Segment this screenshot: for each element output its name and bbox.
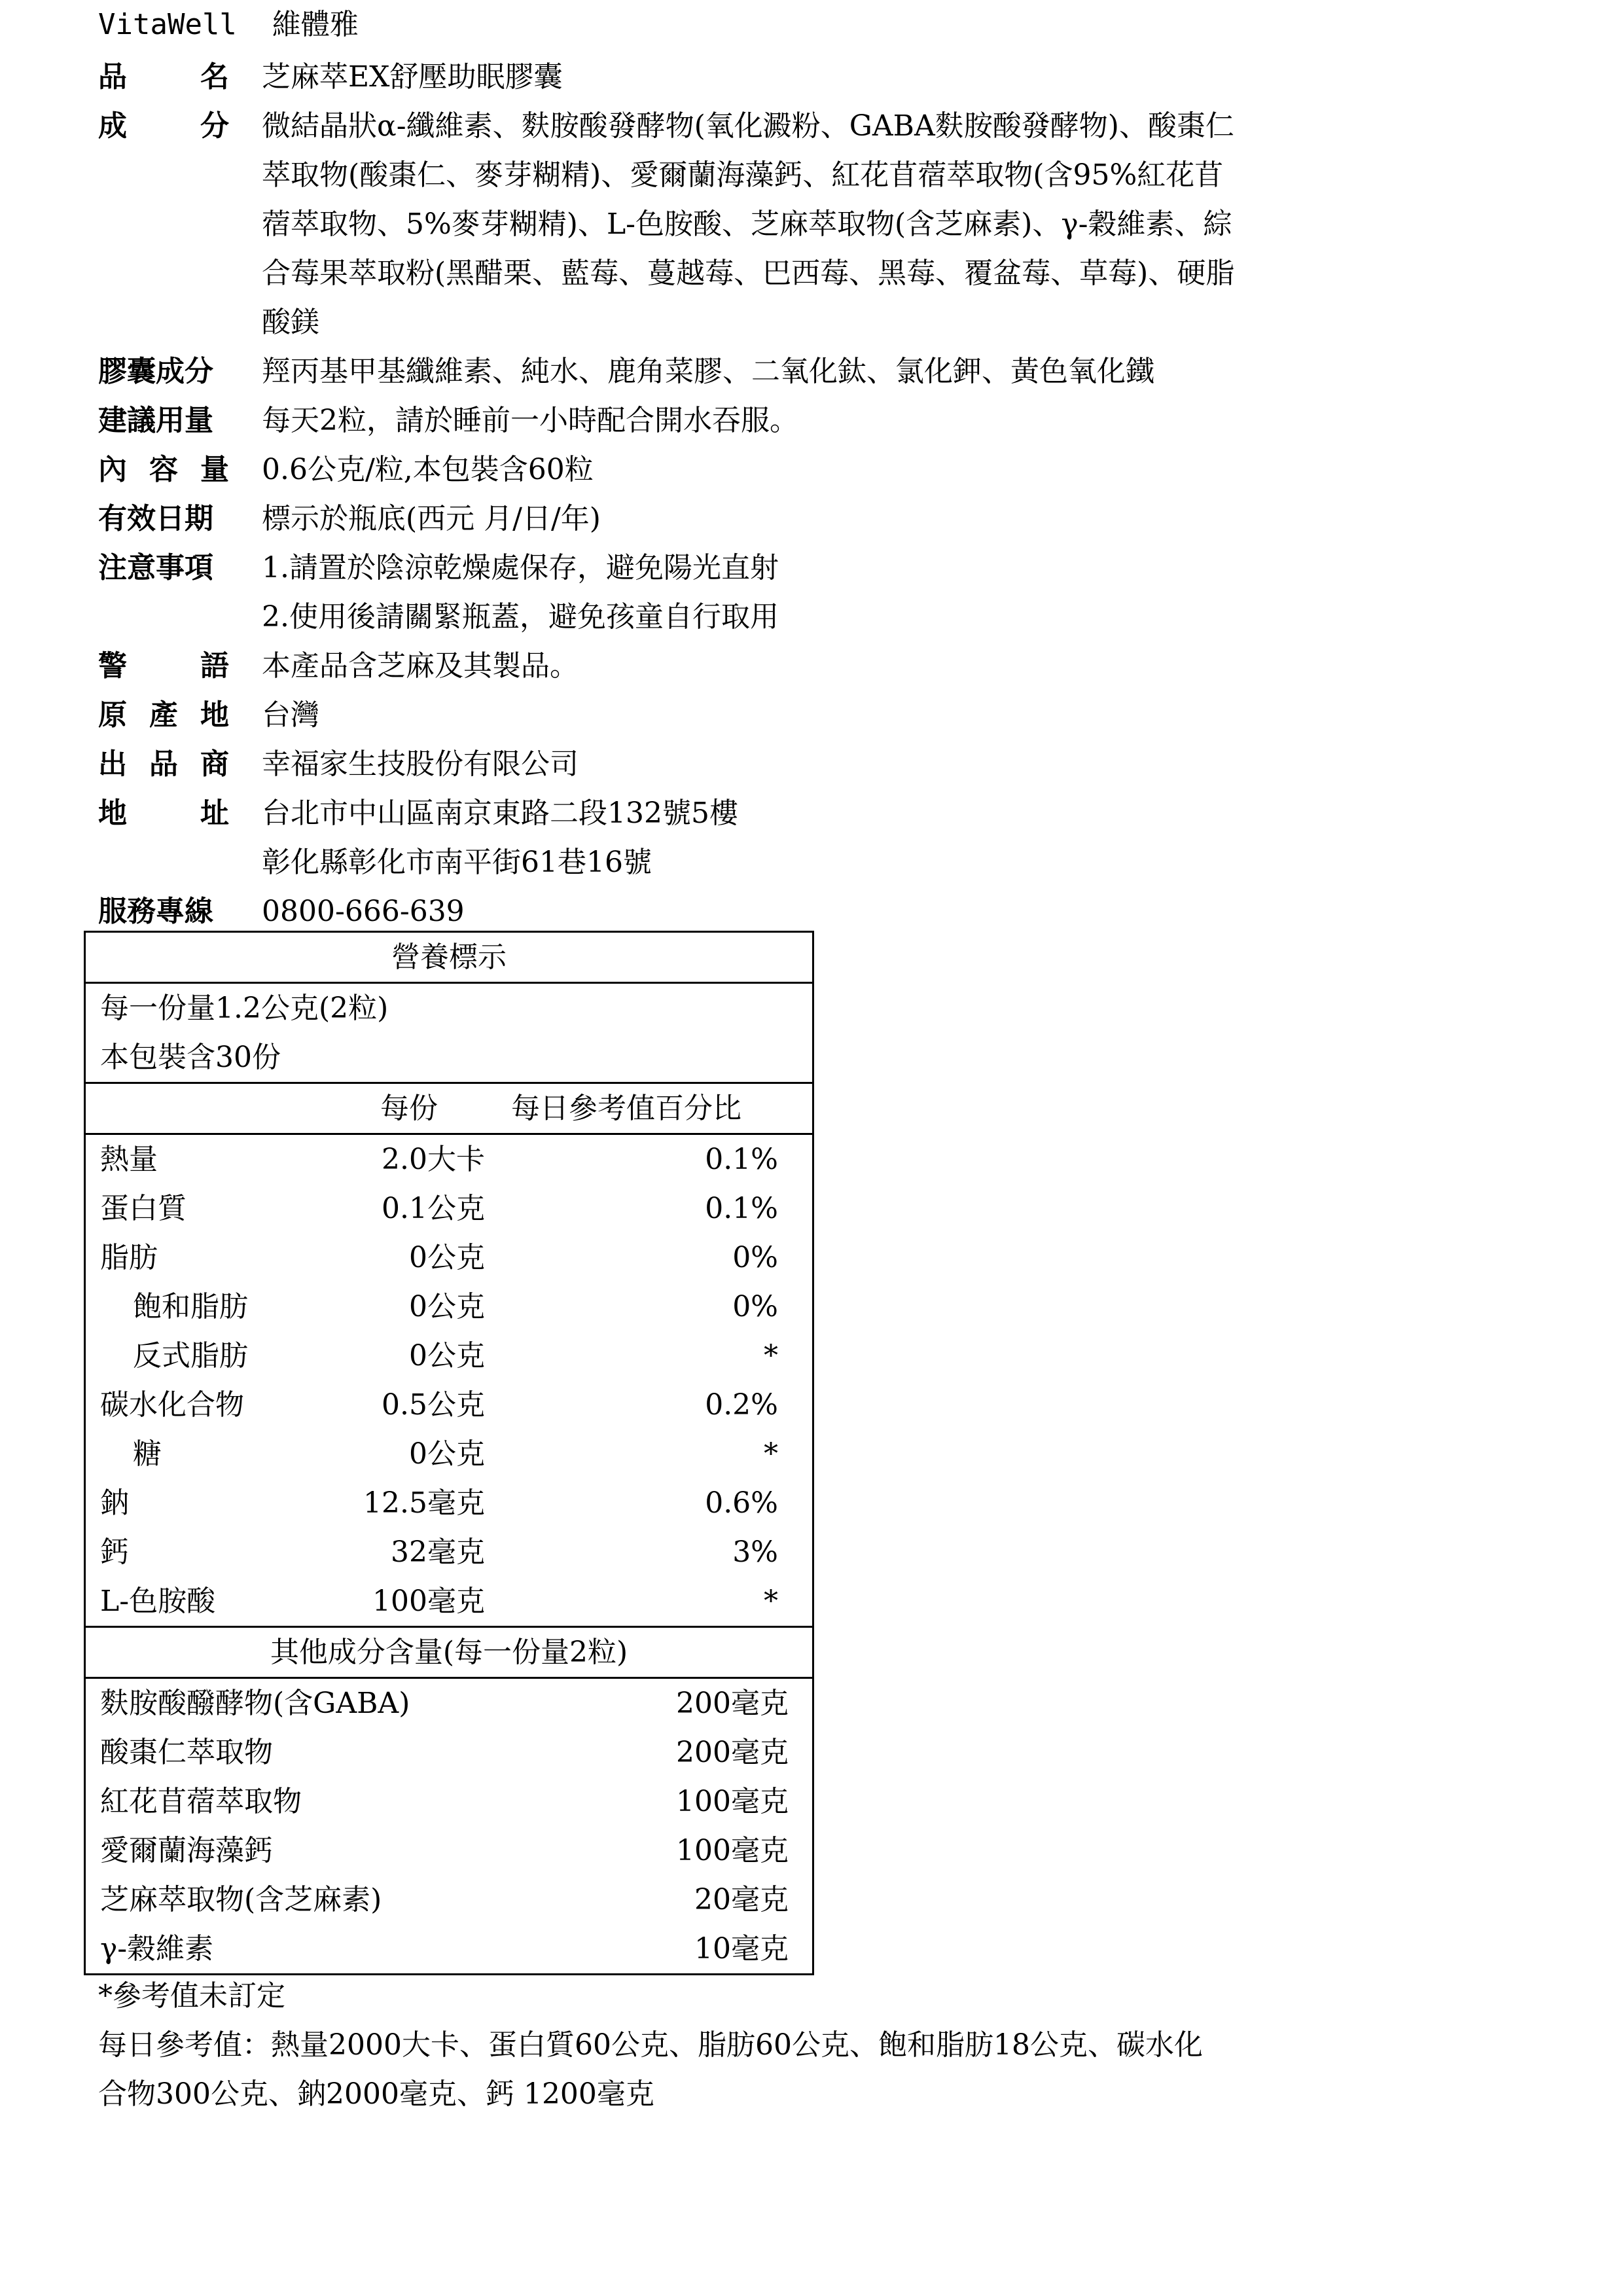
info-label-char: 商 — [200, 747, 229, 781]
info-label — [98, 740, 229, 789]
other-ingredient-row — [86, 1924, 812, 1973]
nutrient-daily-pct: 3% — [732, 1535, 778, 1569]
info-value-line: 蓿萃取物、5%麥芽糊精)、L-色胺酸、芝麻萃取物(含芝麻素)、γ-穀維素、綜 — [262, 207, 1232, 241]
other-ingredient-amount: 100毫克 — [676, 1785, 789, 1818]
info-value — [262, 887, 1479, 936]
other-ingredient-amount: 200毫克 — [676, 1736, 789, 1769]
brand-name-en: VitaWell — [98, 8, 237, 41]
other-ingredient-rows — [86, 1679, 812, 1973]
info-value — [262, 740, 1479, 789]
info-label: 注意事項 — [98, 551, 213, 584]
other-ingredient-row — [86, 1875, 812, 1924]
info-value — [262, 52, 1479, 101]
info-row — [98, 691, 1479, 740]
info-value — [262, 543, 1479, 641]
info-label-char: 地 — [98, 797, 127, 830]
nutrient-daily-pct: 0.1% — [705, 1143, 778, 1176]
per-serving-header: 每份 — [380, 1092, 438, 1125]
info-value — [262, 494, 1479, 543]
other-ingredient-name: γ-穀維素 — [100, 1932, 214, 1965]
nutrient-rows — [86, 1135, 812, 1628]
info-row — [98, 445, 1479, 494]
nutrient-daily-pct: 0% — [732, 1290, 778, 1323]
info-value — [262, 641, 1479, 691]
nutrient-row — [86, 1331, 812, 1380]
info-value-line: 羥丙基甲基纖維素、純水、鹿角菜膠、二氧化鈦、氯化鉀、黃色氧化鐵 — [262, 355, 1154, 388]
brand-name-zh: 維體雅 — [272, 8, 359, 41]
info-label-char: 容 — [149, 453, 178, 486]
nutrient-amount: 2.0大卡 — [382, 1143, 485, 1176]
nutrient-name: 鈉 — [100, 1486, 129, 1520]
other-ingredient-name: 芝麻萃取物(含芝麻素) — [100, 1883, 382, 1916]
daily-value-header: 每日參考值百分比 — [511, 1092, 741, 1125]
info-value-line: 1.請置於陰涼乾燥處保存，避免陽光直射 — [262, 551, 779, 584]
info-value — [262, 396, 1479, 445]
nutrient-name: 飽和脂肪 — [133, 1290, 248, 1323]
info-row — [98, 494, 1479, 543]
nutrient-name: 鈣 — [100, 1535, 129, 1569]
other-ingredient-name: 麩胺酸醱酵物(含GABA) — [100, 1687, 410, 1720]
nutrient-name: L-色胺酸 — [100, 1585, 216, 1618]
info-row — [98, 347, 1479, 396]
nutrient-daily-pct: * — [764, 1585, 778, 1618]
info-row — [98, 52, 1479, 101]
other-ingredient-row — [86, 1826, 812, 1875]
other-ingredients-title: 其他成分含量(每一份量2粒) — [270, 1636, 628, 1669]
info-label-char: 成 — [98, 109, 127, 143]
info-label-char: 產 — [149, 698, 178, 732]
info-label-char: 地 — [200, 698, 229, 732]
daily-reference-line: 合物300公克、鈉2000毫克、鈣 1200毫克 — [98, 2077, 654, 2111]
info-value — [262, 347, 1479, 396]
footnotes — [98, 1971, 1203, 2119]
nutrient-name: 熱量 — [100, 1143, 158, 1176]
info-value-line: 台灣 — [262, 698, 319, 732]
daily-reference-line: 每日參考值：熱量2000大卡、蛋白質60公克、脂肪60公克、飽和脂肪18公克、碳水化 — [98, 2028, 1203, 2062]
other-ingredient-row — [86, 1728, 812, 1777]
nutrient-row — [86, 1184, 812, 1233]
nutrient-amount: 0.1公克 — [382, 1192, 485, 1225]
info-row — [98, 740, 1479, 789]
nutrient-name: 糖 — [133, 1437, 162, 1471]
reference-undefined-note: *參考值未訂定 — [98, 1979, 285, 2013]
info-value-line: 0.6公克/粒,本包裝含60粒 — [262, 453, 594, 486]
nutrient-daily-pct: 0.2% — [705, 1388, 778, 1422]
nutrient-daily-pct: * — [764, 1339, 778, 1372]
nutrient-row — [86, 1528, 812, 1577]
serving-size: 每一份量1.2公克(2粒) — [100, 992, 389, 1025]
nutrient-daily-pct: * — [764, 1437, 778, 1471]
info-value-line: 標示於瓶底(西元 月/日/年) — [262, 502, 601, 535]
info-label: 服務專線 — [98, 895, 213, 928]
info-value-line: 台北市中山區南京東路二段132號5樓 — [262, 797, 738, 830]
info-label-char: 原 — [98, 698, 127, 732]
info-row — [98, 396, 1479, 445]
info-label-char: 分 — [200, 109, 229, 143]
nutrient-amount: 32毫克 — [391, 1535, 485, 1569]
nutrition-column-header — [86, 1084, 812, 1133]
nutrient-row — [86, 1233, 812, 1282]
info-label-char: 品 — [98, 60, 127, 94]
info-label-char: 量 — [200, 453, 229, 486]
info-row — [98, 887, 1479, 936]
nutrient-amount: 0公克 — [409, 1241, 485, 1274]
info-label — [98, 691, 229, 740]
nutrient-amount: 100毫克 — [372, 1585, 485, 1618]
product-info-list — [98, 52, 1479, 936]
other-ingredient-row — [86, 1679, 812, 1728]
other-ingredient-name: 酸棗仁萃取物 — [100, 1736, 273, 1769]
nutrient-row — [86, 1135, 812, 1184]
info-label-char: 出 — [98, 747, 127, 781]
info-label-char: 語 — [200, 649, 229, 683]
info-label — [98, 52, 229, 101]
info-row — [98, 641, 1479, 691]
other-ingredient-amount: 10毫克 — [694, 1932, 789, 1965]
other-ingredient-amount: 200毫克 — [676, 1687, 789, 1720]
info-value — [262, 691, 1479, 740]
nutrient-name: 蛋白質 — [100, 1192, 187, 1225]
other-ingredient-row — [86, 1777, 812, 1826]
info-label: 建議用量 — [98, 404, 213, 437]
info-value-line: 每天2粒，請於睡前一小時配合開水吞服。 — [262, 404, 798, 437]
nutrient-name: 碳水化合物 — [100, 1388, 244, 1422]
info-row — [98, 543, 1479, 641]
info-value-line: 萃取物(酸棗仁、麥芽糊精)、愛爾蘭海藻鈣、紅花苜蓿萃取物(含95%紅花苜 — [262, 158, 1224, 192]
other-ingredient-amount: 20毫克 — [694, 1883, 789, 1916]
info-value — [262, 445, 1479, 494]
info-label-char: 址 — [200, 797, 229, 830]
other-ingredient-name: 愛爾蘭海藻鈣 — [100, 1834, 273, 1867]
nutrient-amount: 0.5公克 — [382, 1388, 485, 1422]
info-value-line: 酸鎂 — [262, 306, 319, 339]
nutrient-name: 脂肪 — [100, 1241, 158, 1274]
nutrient-daily-pct: 0% — [732, 1241, 778, 1274]
info-value — [262, 789, 1479, 887]
nutrient-amount: 0公克 — [409, 1339, 485, 1372]
info-value-line: 本產品含芝麻及其製品。 — [262, 649, 579, 683]
info-value-line: 幸福家生技股份有限公司 — [262, 747, 579, 781]
info-value-line: 微結晶狀α-纖維素、麩胺酸發酵物(氧化澱粉、GABA麩胺酸發酵物)、酸棗仁 — [262, 109, 1234, 143]
nutrient-row — [86, 1479, 812, 1528]
nutrition-title: 營養標示 — [391, 941, 507, 974]
nutrient-row — [86, 1282, 812, 1331]
info-label-char: 名 — [200, 60, 229, 94]
info-value-line: 合莓果萃取粉(黑醋栗、藍莓、蔓越莓、巴西莓、黑莓、覆盆莓、草莓)、硬脂 — [262, 257, 1235, 290]
nutrient-daily-pct: 0.1% — [705, 1192, 778, 1225]
nutrient-amount: 12.5毫克 — [363, 1486, 485, 1520]
info-value-line: 2.使用後請關緊瓶蓋，避免孩童自行取用 — [262, 600, 779, 634]
info-label — [98, 789, 229, 838]
info-label: 有效日期 — [98, 502, 213, 535]
nutrient-daily-pct: 0.6% — [705, 1486, 778, 1520]
info-label — [98, 641, 229, 691]
nutrient-row — [86, 1429, 812, 1479]
info-row — [98, 101, 1479, 347]
nutrient-row — [86, 1577, 812, 1626]
info-value — [262, 101, 1479, 347]
brand-line — [98, 5, 359, 45]
info-value-line: 0800-666-639 — [262, 895, 465, 928]
nutrient-amount: 0公克 — [409, 1290, 485, 1323]
info-row — [98, 789, 1479, 887]
info-label-char: 內 — [98, 453, 127, 486]
info-label-char: 警 — [98, 649, 127, 683]
info-label: 膠囊成分 — [98, 355, 213, 388]
info-value-line: 芝麻萃EX舒壓助眠膠囊 — [262, 60, 563, 94]
info-label — [98, 445, 229, 494]
servings-per-package: 本包裝含30份 — [100, 1041, 281, 1074]
nutrient-row — [86, 1380, 812, 1429]
info-value-line: 彰化縣彰化市南平街61巷16號 — [262, 846, 652, 879]
other-ingredient-amount: 100毫克 — [676, 1834, 789, 1867]
info-label — [98, 101, 229, 151]
info-label-char: 品 — [149, 747, 178, 781]
nutrient-name: 反式脂肪 — [133, 1339, 248, 1372]
nutrient-amount: 0公克 — [409, 1437, 485, 1471]
nutrition-facts-table — [84, 931, 814, 1975]
other-ingredient-name: 紅花苜蓿萃取物 — [100, 1785, 302, 1818]
